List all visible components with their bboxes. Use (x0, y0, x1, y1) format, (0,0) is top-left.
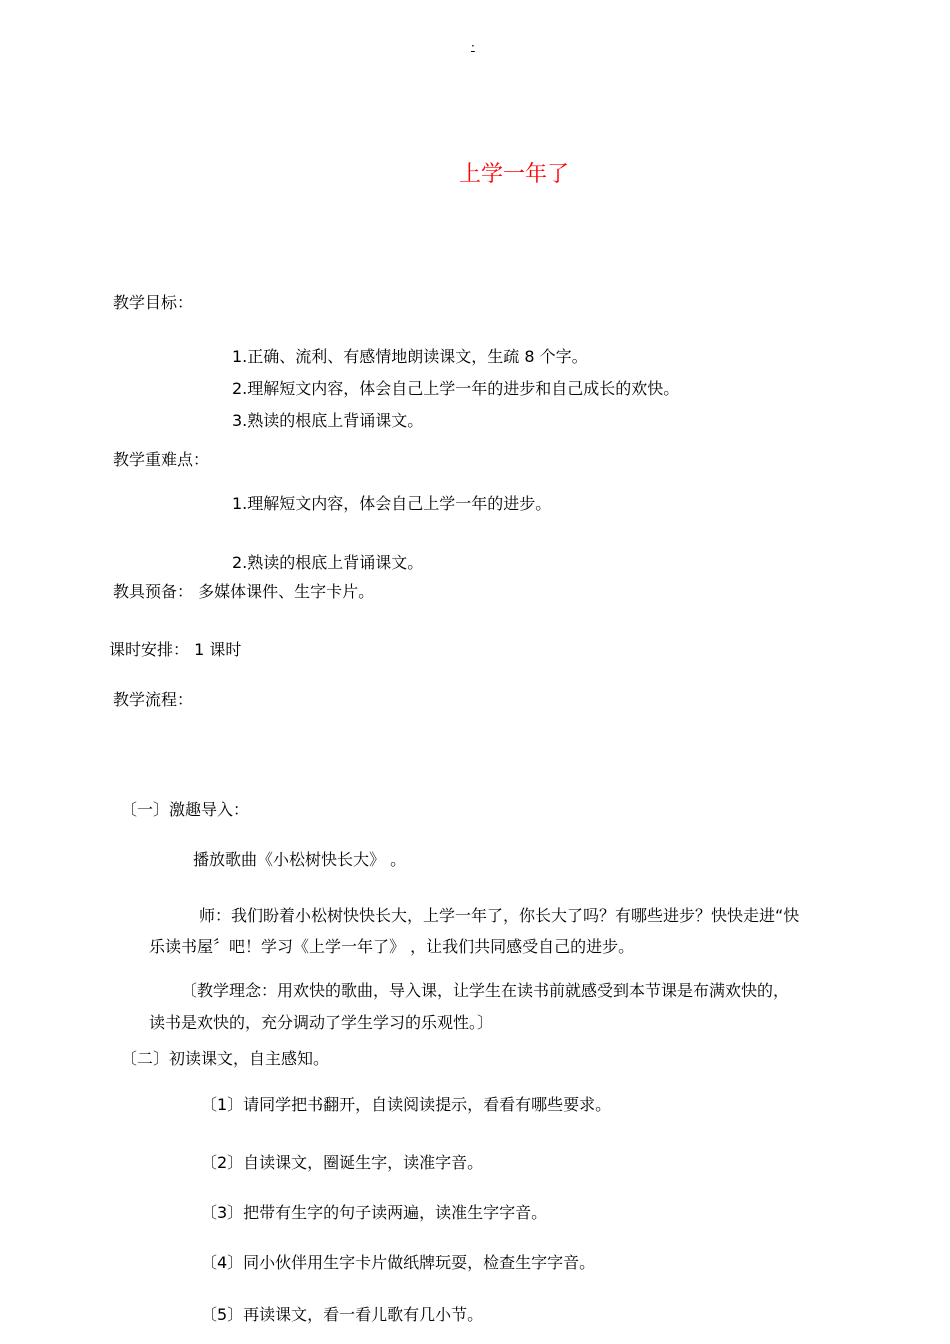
section-heading: 〔一〕激趣导入： (121, 800, 250, 819)
key-point-item: 1.理解短文内容，体会自己上学一年的进步。 (232, 494, 552, 513)
key-point-item: 2.熟读的根底上背诵课文。 (232, 553, 424, 572)
section-heading: 〔二〕初读课文，自主感知。 (121, 1049, 330, 1068)
key-points-label: 教学重难点： (113, 450, 210, 469)
schedule-line: 课时安排： 1 课时 (109, 640, 242, 659)
process-label: 教学流程： (113, 690, 194, 709)
play-song-line: 播放歌曲《小松树快长大》 。 (193, 850, 407, 869)
step-item: 〔1〕请同学把书翻开，自读阅读提示，看看有哪些要求。 (201, 1095, 612, 1114)
tools-line: 教具预备： 多媒体课件、生字卡片。 (113, 582, 375, 601)
step-item: 〔4〕同小伙伴用生字卡片做纸牌玩耍，检查生字字音。 (201, 1253, 596, 1272)
header-mark: · (471, 39, 475, 53)
step-item: 〔5〕再读课文，看一看儿歌有几小节。 (201, 1305, 484, 1324)
page-title: 上学一年了 (459, 162, 570, 187)
goal-item: 1.正确、流利、有感情地朗读课文，生疏 8 个字。 (232, 347, 588, 366)
goal-item: 2.理解短文内容，体会自己上学一年的进步和自己成长的欢快。 (232, 379, 680, 398)
goal-item: 3.熟读的根底上背诵课文。 (232, 411, 424, 430)
teacher-line: 乐读书屋〞吧！学习《上学一年了》 ，让我们共同感受自己的进步。 (149, 937, 635, 956)
step-item: 〔3〕把带有生字的句子读两遍，读准生字字音。 (201, 1203, 548, 1222)
goals-label: 教学目标： (113, 293, 194, 312)
step-item: 〔2〕自读课文，圈诞生字，读准字音。 (201, 1153, 484, 1172)
concept-note: 〔教学理念：用欢快的歌曲，导入课，让学生在读书前就感受到本节课是布满欢快的， (181, 981, 790, 1000)
teacher-line: 师：我们盼着小松树快快长大，上学一年了，你长大了吗？有哪些进步？快快走进“快 (199, 906, 800, 925)
concept-note: 读书是欢快的，充分调动了学生学习的乐观性。〕 (149, 1013, 494, 1032)
